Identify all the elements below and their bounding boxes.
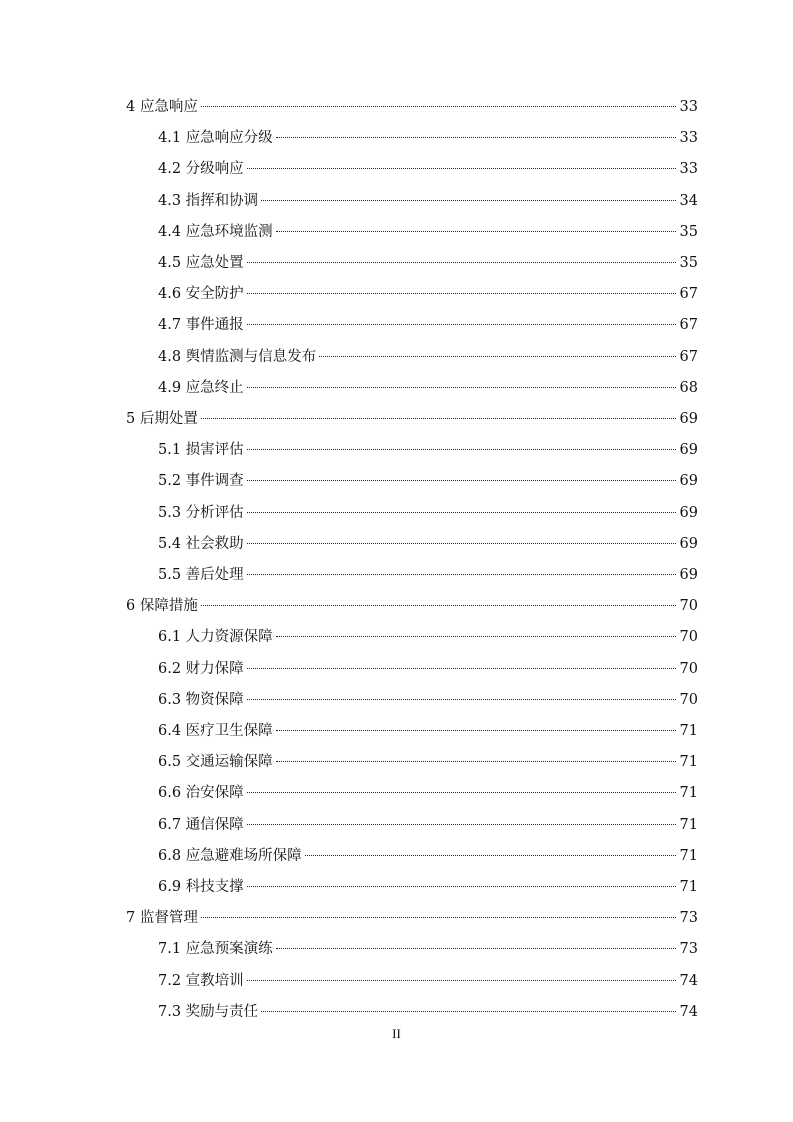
toc-entry-label: 4 应急响应 [126,99,198,115]
toc-entry-label: 6.4 医疗卫生保障 [158,723,273,739]
toc-section-entry[interactable] [158,876,698,898]
toc-entry-label: 7.1 应急预案演练 [158,941,273,958]
dot-leader [247,449,676,450]
toc-entry-page: 71 [679,816,698,833]
toc-section-entry[interactable] [158,190,698,212]
toc-entry-page: 69 [679,442,698,459]
toc-section-entry[interactable] [158,689,698,711]
dot-leader [201,917,676,918]
dot-leader [247,512,676,513]
dot-leader [276,231,676,232]
toc-entry-page: 68 [679,379,698,396]
toc-section-entry[interactable] [158,314,698,336]
dot-leader [261,1011,675,1012]
toc-section-entry[interactable] [158,658,698,680]
toc-entry-page: 71 [679,785,698,802]
toc-section-entry[interactable] [158,533,698,555]
dot-leader [201,106,676,107]
dot-leader [276,137,676,138]
dot-leader [247,387,676,388]
toc-entry-label: 6.7 通信保障 [158,816,244,833]
toc-entry-page: 33 [679,130,698,147]
toc-entry-page: 69 [679,567,698,583]
dot-leader [247,293,676,294]
toc-entry-page: 35 [679,255,698,271]
toc-entry-page: 70 [679,691,698,708]
toc-entry-page: 73 [679,910,698,927]
toc-entry-label: 5.1 损害评估 [158,442,244,459]
toc-section-entry[interactable] [158,938,698,960]
dot-leader [305,855,676,856]
dot-leader [247,262,676,263]
toc-chapter-entry[interactable] [126,595,698,617]
toc-section-entry[interactable] [158,377,698,399]
toc-entry-label: 5.4 社会救助 [158,535,244,552]
dot-leader [247,886,676,887]
dot-leader [261,200,675,201]
toc-entry-page: 70 [679,629,698,646]
toc-section-entry[interactable] [158,158,698,180]
toc-entry-label: 6.5 交通运输保障 [158,754,273,771]
toc-entry-page: 73 [679,941,698,958]
toc-entry-page: 71 [679,879,698,895]
toc-entry-label: 4.6 安全防护 [158,286,244,303]
toc-section-entry[interactable] [158,1001,698,1023]
toc-entry-page: 74 [679,1003,698,1020]
toc-entry-label: 6 保障措施 [126,598,198,615]
dot-leader [247,699,676,700]
dot-leader [247,668,676,669]
dot-leader [276,948,676,949]
dot-leader [247,792,676,793]
dot-leader [247,168,676,169]
toc-entry-page: 67 [679,286,698,303]
toc-section-entry[interactable] [158,720,698,742]
dot-leader [276,761,676,762]
toc-section-entry[interactable] [158,470,698,492]
toc-entry-label: 4.8 舆情监测与信息发布 [158,348,317,365]
toc-section-entry[interactable] [158,439,698,461]
toc-entry-label: 5.2 事件调查 [158,473,244,490]
toc-entry-label: 5 后期处置 [126,411,198,427]
toc-section-entry[interactable] [158,127,698,149]
toc-entry-label: 4.3 指挥和协调 [158,192,259,209]
toc-section-entry[interactable] [158,814,698,836]
toc-entry-page: 71 [679,723,698,739]
toc-section-entry[interactable] [158,782,698,804]
toc-entry-page: 70 [679,660,698,677]
toc-entry-label: 4.7 事件通报 [158,317,244,334]
toc-chapter-entry[interactable] [126,96,698,118]
dot-leader [247,574,676,575]
toc-entry-label: 6.2 财力保障 [158,660,244,677]
toc-entry-label: 7.2 宣教培训 [158,972,244,989]
toc-section-entry[interactable] [158,751,698,773]
toc-entry-label: 5.3 分析评估 [158,504,244,521]
toc-section-entry[interactable] [158,845,698,867]
toc-section-entry[interactable] [158,626,698,648]
toc-entry-page: 69 [679,504,698,521]
toc-entry-page: 35 [679,223,698,240]
toc-entry-page: 69 [679,411,698,427]
dot-leader [201,605,676,606]
toc-section-entry[interactable] [158,283,698,305]
toc-section-entry[interactable] [158,221,698,243]
toc-entry-label: 4.4 应急环境监测 [158,223,273,240]
dot-leader [247,824,676,825]
dot-leader [247,980,676,981]
toc-entry-label: 7.3 奖励与责任 [158,1003,259,1020]
dot-leader [247,324,676,325]
toc-entry-label: 6.6 治安保障 [158,785,244,802]
toc-entry-page: 71 [679,847,698,864]
toc-chapter-entry[interactable] [126,907,698,929]
toc-entry-label: 4.5 应急处置 [158,255,244,271]
toc-entry-page: 70 [679,598,698,615]
toc-entry-page: 34 [679,192,698,209]
toc-entry-page: 69 [679,473,698,490]
toc-chapter-entry[interactable] [126,408,698,430]
toc-entry-page: 33 [679,99,698,115]
toc-entry-page: 67 [679,317,698,334]
dot-leader [247,480,676,481]
toc-section-entry[interactable] [158,502,698,524]
toc-entry-page: 69 [679,535,698,552]
page-number: II [392,1026,401,1041]
toc-entry-label: 6.9 科技支撑 [158,879,244,895]
toc-entry-page: 67 [679,348,698,365]
toc-entry-label: 4.2 分级响应 [158,161,244,178]
toc-section-entry[interactable] [158,252,698,274]
toc-entry-page: 71 [679,754,698,771]
toc-entry-page: 74 [679,972,698,989]
dot-leader [276,636,676,637]
toc-entry-label: 5.5 善后处理 [158,567,244,583]
dot-leader [201,418,676,419]
toc-entry-label: 4.1 应急响应分级 [158,130,273,147]
toc-section-entry[interactable] [158,970,698,992]
dot-leader [276,730,676,731]
toc-entry-label: 7 监督管理 [126,910,198,927]
toc-entry-label: 6.1 人力资源保障 [158,629,273,646]
toc-section-entry[interactable] [158,346,698,368]
toc-entry-page: 33 [679,161,698,178]
toc-section-entry[interactable] [158,564,698,586]
toc-entry-label: 6.8 应急避难场所保障 [158,847,302,864]
dot-leader [319,356,675,357]
toc-entry-label: 4.9 应急终止 [158,379,244,396]
toc-entry-label: 6.3 物资保障 [158,691,244,708]
dot-leader [247,543,676,544]
